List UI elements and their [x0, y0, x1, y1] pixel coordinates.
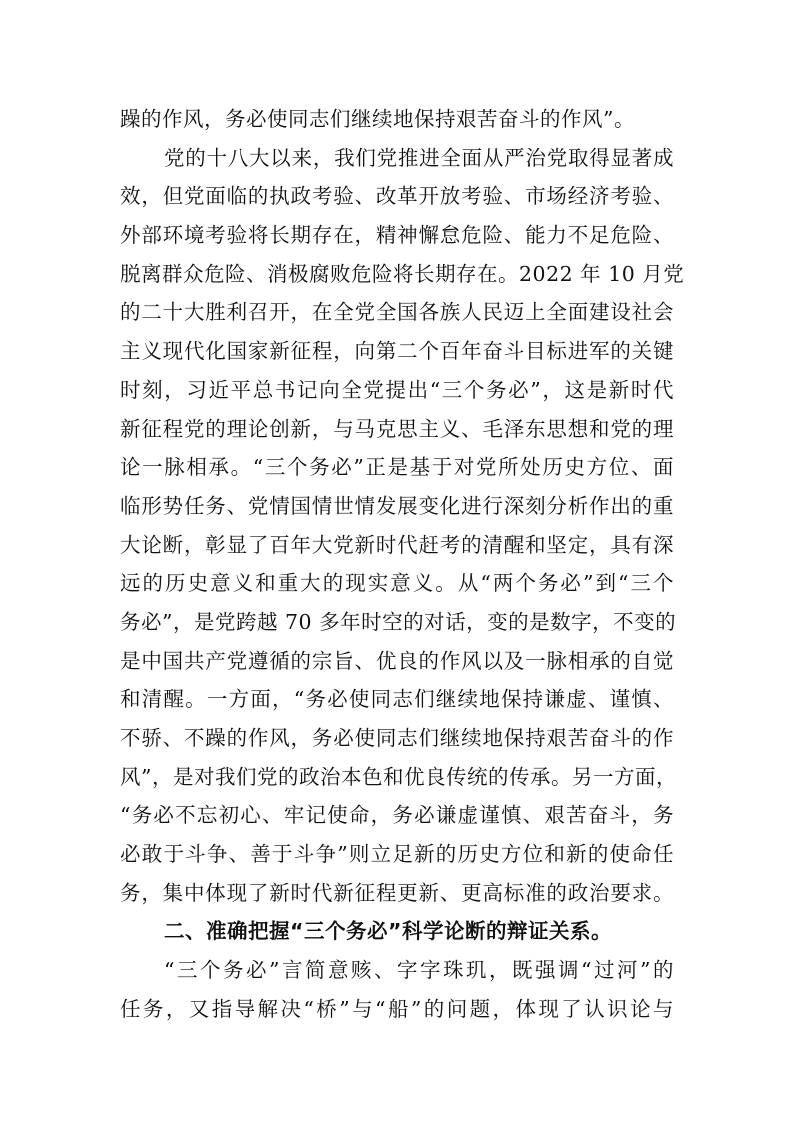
- text-line: 临形势任务、党情国情世情发展变化进行深刻分析作出的重: [120, 493, 674, 518]
- text-line: 论一脉相承。“三个务必”正是基于对党所处历史方位、面: [120, 455, 674, 480]
- text-line: 新征程党的理论创新，与马克思主义、毛泽东思想和党的理: [120, 416, 674, 441]
- text-line: 务必”，是党跨越 70 多年时空的对话，变的是数字，不变的: [120, 609, 677, 634]
- text-line: 外部环境考验将长期存在，精神懈怠危险、能力不足危险、: [120, 223, 674, 248]
- text-line: “务必不忘初心、牢记使命，务必谦虚谨慎、艰苦奋斗，务: [120, 803, 674, 828]
- text-line: 不骄、不躁的作风，务必使同志们继续地保持艰苦奋斗的作: [120, 726, 674, 750]
- text-line: 的二十大胜利召开，在全党全国各族人民迈上全面建设社会: [120, 300, 674, 325]
- text-line: 时刻，习近平总书记向全党提出“三个务必”，这是新时代: [120, 377, 674, 402]
- paragraph-start-line: “三个务必”言简意赅、字字珠玑，既强调“过河”的: [164, 958, 674, 983]
- text-line: 脱离群众危险、消极腐败危险将长期存在。2022 年 10 月党: [120, 261, 685, 286]
- text-line: 必敢于斗争、善于斗争”则立足新的历史方位和新的使命任: [120, 842, 674, 867]
- text-line: 效，但党面临的执政考验、改革开放考验、市场经济考验、: [120, 184, 674, 209]
- text-line: 是中国共产党遵循的宗旨、优良的作风以及一脉相承的自觉: [120, 648, 674, 673]
- paragraph-start-line: 党的十八大以来，我们党推进全面从严治党取得显著成: [164, 145, 674, 170]
- text-line: 远的历史意义和重大的现实意义。从“两个务必”到“三个: [120, 571, 674, 596]
- section-heading: 二、准确把握“三个务必”科学论断的辩证关系。: [164, 919, 612, 944]
- text-line: 和清醒。一方面，“务必使同志们继续地保持谦虚、谨慎、: [120, 687, 674, 712]
- text-line: 任务，又指导解决“桥”与“船”的问题，体现了认识论与: [120, 996, 674, 1021]
- text-line: 大论断，彰显了百年大党新时代赶考的清醒和坚定，具有深: [120, 532, 674, 557]
- document-page: [120, 100, 685, 1029]
- text-line: 务，集中体现了新时代新征程更新、更高标准的政治要求。: [120, 880, 674, 905]
- text-line: 躁的作风，务必使同志们继续地保持艰苦奋斗的作风”。: [120, 107, 635, 131]
- text-line: 风”，是对我们党的政治本色和优良传统的传承。另一方面，: [120, 764, 677, 789]
- text-line: 主义现代化国家新征程，向第二个百年奋斗目标进军的关键: [120, 339, 674, 364]
